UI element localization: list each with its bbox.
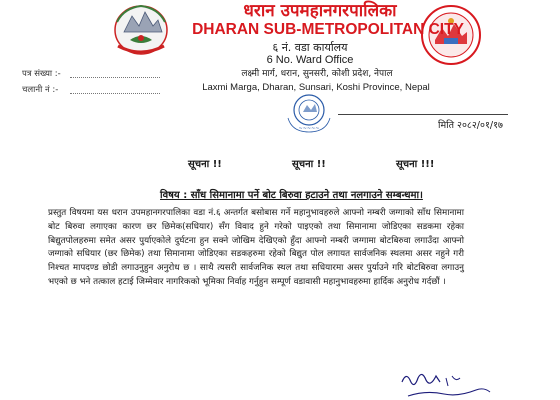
- ward-office-en: 6 No. Ward Office: [266, 54, 354, 66]
- dispatch-number-label: चलानी नं :-: [22, 85, 59, 95]
- letter-number-line: [70, 77, 160, 78]
- header-divider: [338, 114, 508, 115]
- letter-date: मिति २०८२/०१/१७: [438, 120, 503, 131]
- notice-heading-2: सूचना !!: [292, 159, 326, 170]
- signature-icon: [396, 368, 496, 400]
- ward-office-np: ६ नं. वडा कार्यालय: [272, 41, 348, 54]
- notice-heading-1: सूचना !!: [188, 159, 222, 170]
- address-en: Laxmi Marga, Dharan, Sunsari, Koshi Province, Nepal: [202, 82, 430, 93]
- municipality-name-np: धरान उपमहानगरपालिका: [243, 1, 397, 21]
- nepal-emblem-icon: [112, 2, 170, 56]
- notice-heading-3: सूचना !!!: [396, 159, 435, 170]
- dispatch-number-line: [70, 93, 160, 94]
- notice-body: प्रस्तुत विषयमा यस धरान उपमहानगरपालिका वडा नं.६ अन्तर्गत बसोबास गर्ने महानुभावहरुले आफ्नो नम्बरी जग्गाको साँध सिमानामा बोट बिरुवा लगाएका कारण छर छिमेक(सधियार) सँग विवाद हुने गरेको पाइएको तथा सिमानामा जोडिएका सडकमा रहेका बिद्युतपोलहरुमा समेत असर पुर्याएकोले दुर्घटना हुन सक्ने जोखिम देखिएको हुँदा आफ्नो नम्बरी जग्गामा बोटबिरुवा लगाउँदा आफ्नो जग्गाको सधियार (छर छिमेक) तथा सिमानामा जोडिएका सडकहरुमा रहेको बिद्युत पोल लगायत सार्वजनिक स्थलमा असर नहुने गरी निश्चत मापदण्ड छोडी लगाउनुहुन अनुरोध छ । साथै त्यसरी सार्वजनिक स्थल तथा सधियारमा असर पुर्याउने गरि बोटबिरुवा लगाउनु भएको छ भने तत्काल हटाई जिम्मेवार नागरिकको भूमिका निर्वाह गर्नुहुन सम्पूर्ण वडावासी महानुभावहरुमा हार्दिक अनुरोध गर्दछौं ।: [48, 208, 464, 287]
- address-np: लक्ष्मी मार्ग, धरान, सुनसरी, कोशी प्रदेश, नेपाल: [241, 69, 393, 79]
- svg-text:~~~~~: ~~~~~: [298, 126, 320, 132]
- subject-line: विषय : साँध सिमानामा पर्ने बोट बिरुवा हटाउने तथा नलगाउने सम्बन्धमा।: [160, 190, 423, 201]
- letter-number-label: पत्र संख्या :-: [22, 69, 61, 79]
- office-stamp-icon: [282, 88, 336, 136]
- municipality-name-en: DHARAN SUB-METROPOLITAN CITY: [192, 21, 464, 38]
